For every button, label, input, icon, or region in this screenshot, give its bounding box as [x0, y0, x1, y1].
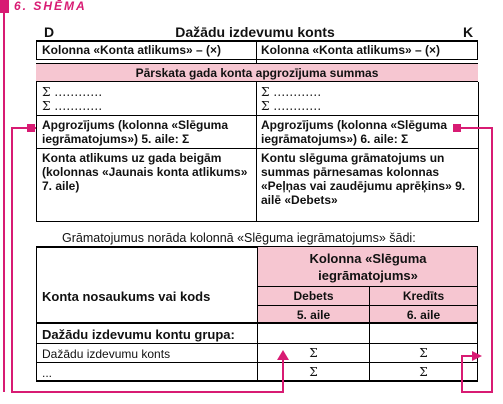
- debit-letter: D: [44, 24, 55, 40]
- left-sum-2: Σ …………: [42, 99, 103, 113]
- table-row-2-debit: Σ: [309, 365, 318, 379]
- table-col-header-account: Konta nosaukums vai kods: [42, 289, 211, 304]
- left-year-end-balance: Konta atlikums uz gada beigām (kolonnas «Jaunais konta atlikums» 7. aile): [42, 151, 248, 193]
- table-row-2-name: ...: [42, 366, 53, 380]
- left-sum-1: Σ …………: [42, 85, 103, 99]
- table-group-row-label: Dažādu izdevumu kontu grupa:: [42, 327, 235, 342]
- table-col-credit-number: 6. aile: [406, 308, 441, 322]
- table-group-title: Kolonna «Slēguma iegrāmatojums»: [309, 251, 427, 283]
- table-col-debit-number: 5. aile: [296, 308, 331, 322]
- right-closing-entry: Kontu slēguma grāmatojums un summas pārnesamas kolonnas «Peļņas vai zaudējumu aprēķins» 9. ailē «Debets»: [261, 151, 466, 207]
- right-sum-2: Σ …………: [261, 99, 322, 113]
- right-balance-header: Kolonna «Konta atlikums» – (×): [261, 43, 441, 57]
- credit-letter: K: [463, 24, 474, 40]
- table-row-1-credit: Σ: [419, 346, 428, 360]
- section-label: 6. SHĒMA: [14, 0, 87, 13]
- left-balance-header: Kolonna «Konta atlikums» – (×): [42, 43, 222, 57]
- account-title: Dažādu izdevumu konts: [175, 24, 335, 40]
- right-arrowhead: [472, 351, 482, 361]
- table-col-credit: Kredīts: [402, 289, 445, 303]
- left-connector-node: [27, 124, 35, 132]
- left-turnover: Apgrozījums (kolonna «Slēguma iegrāmatojums») 5. aile: Σ: [42, 118, 229, 146]
- right-connector-node: [453, 124, 461, 132]
- left-arrowhead: [277, 350, 289, 360]
- turnover-title: Pārskata gada konta apgrozījuma summas: [135, 66, 379, 80]
- instruction-text: Grāmatojumus norāda kolonnā «Slēguma iegrāmatojums» šādi:: [62, 231, 416, 245]
- left-connector-path: [12, 128, 283, 392]
- table-row-2-credit: Σ: [419, 365, 428, 379]
- table-row-1-name: Dažādu izdevumu konts: [42, 347, 171, 361]
- table-row-1-debit: Σ: [309, 346, 318, 360]
- table-col-debit: Debets: [293, 289, 334, 303]
- right-turnover: Apgrozījums (kolonna «Slēguma iegrāmatojums») 6. aile: Σ: [261, 118, 448, 146]
- right-sum-1: Σ …………: [261, 85, 322, 99]
